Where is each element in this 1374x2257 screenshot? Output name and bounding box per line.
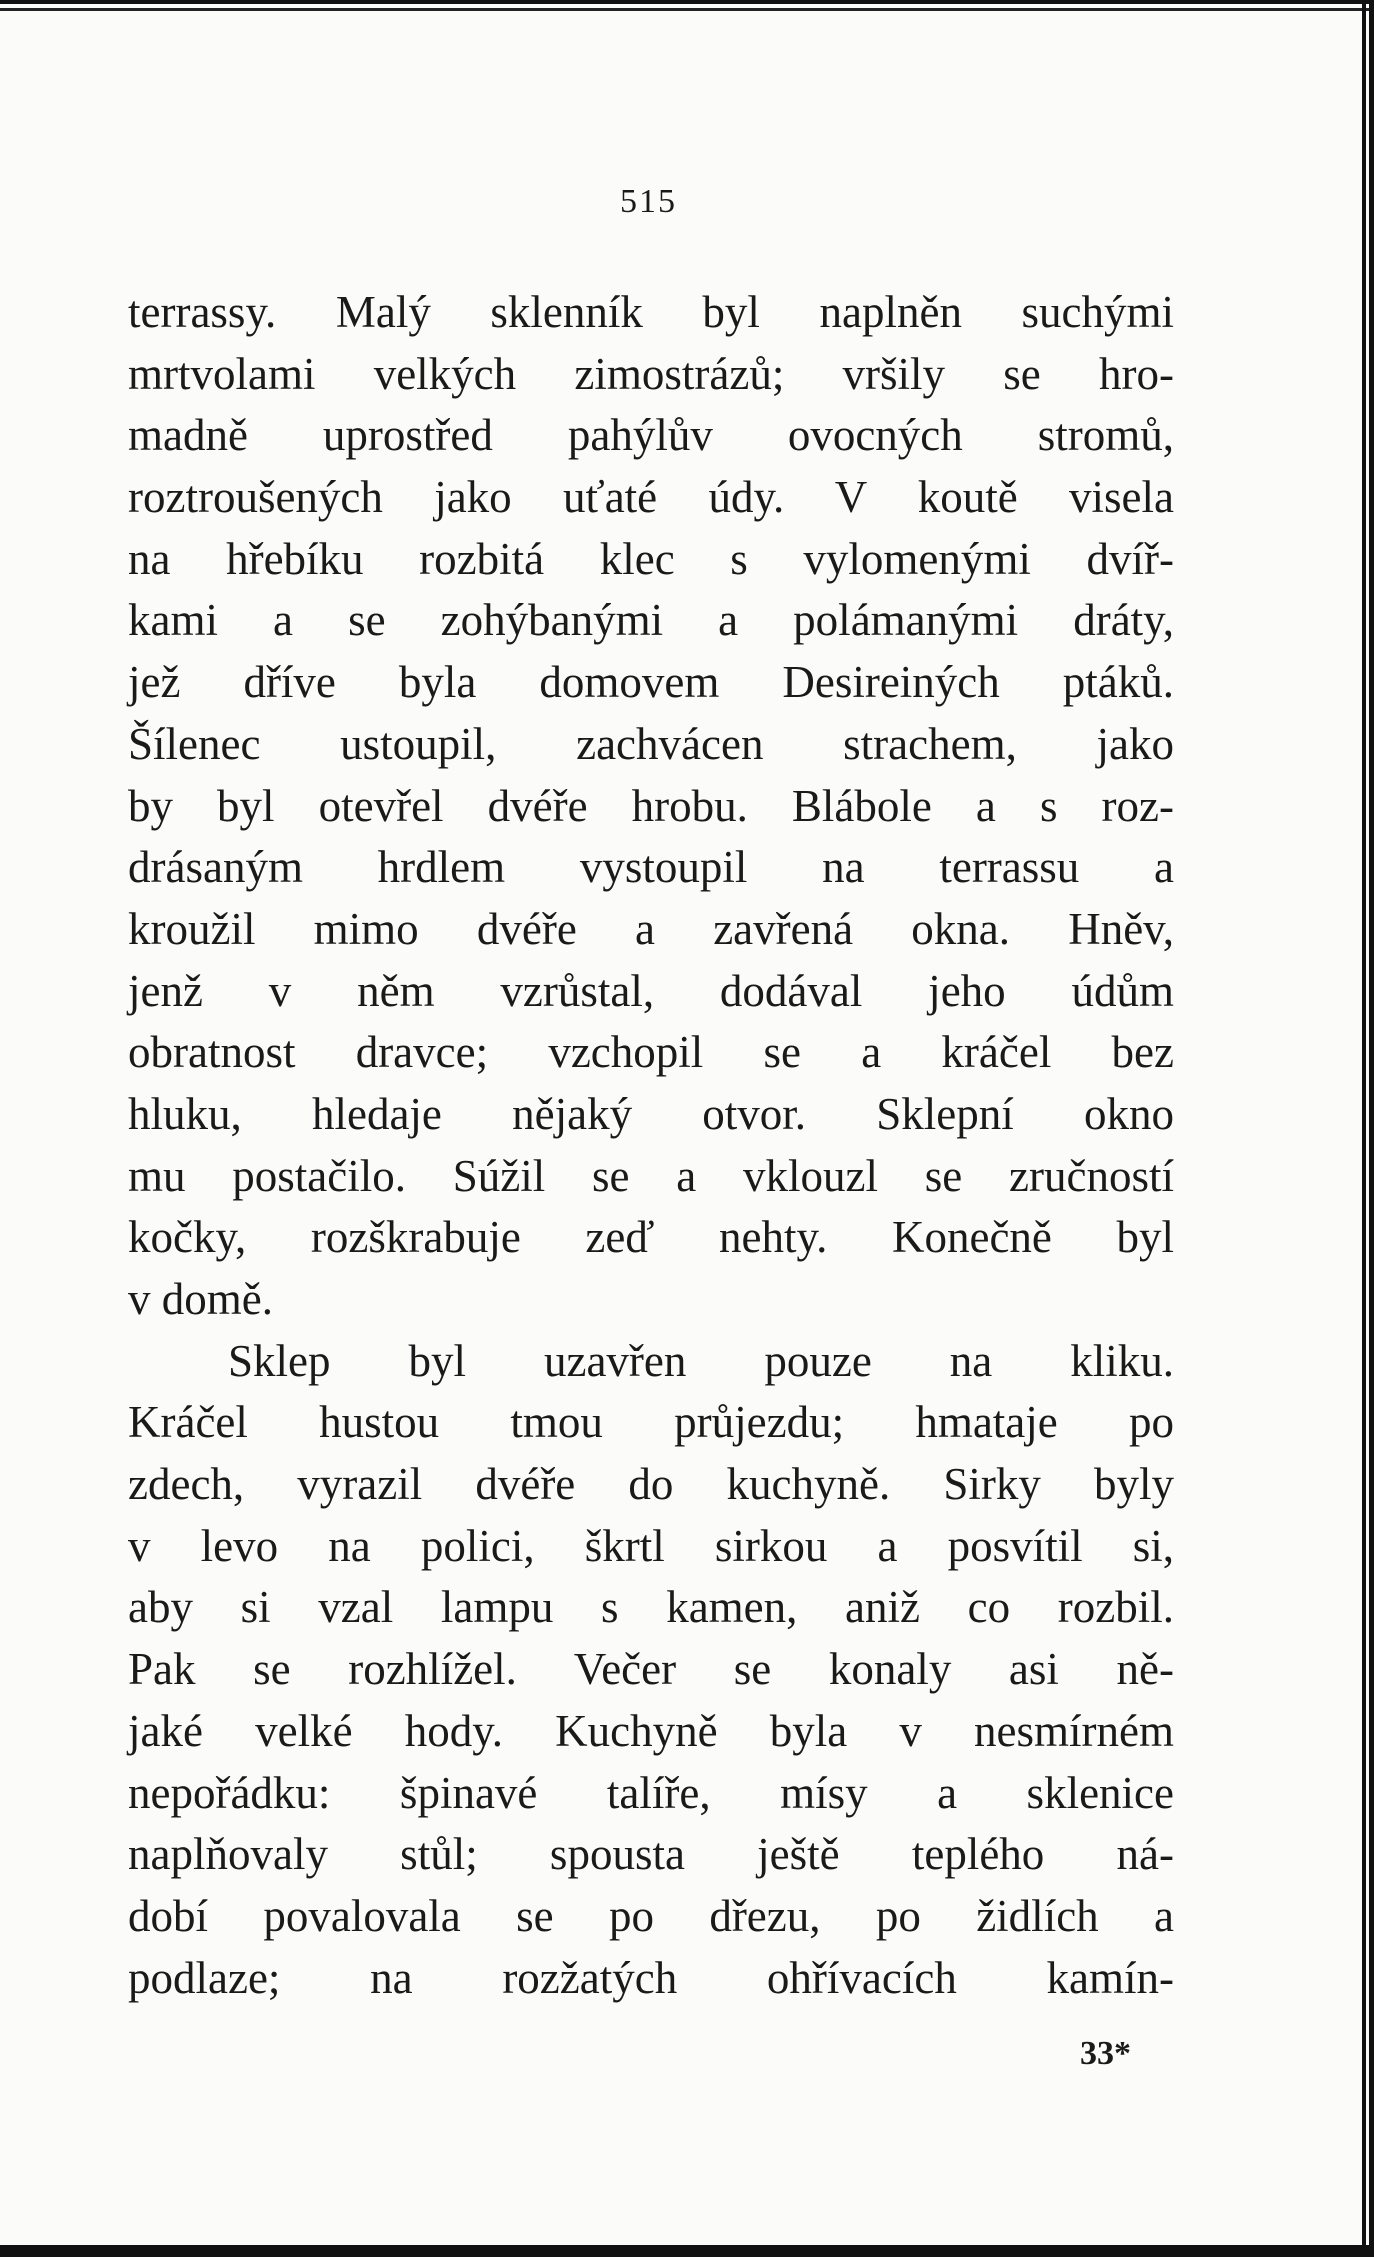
text-line: nepořádku: špinavé talíře, mísy a sklenice [128, 1767, 1174, 1818]
text-line: v domě. [128, 1274, 273, 1324]
text-line: aby si vzal lampu s kamen, aniž co rozbil. [128, 1582, 1174, 1633]
signature-mark: 33* [1080, 2035, 1131, 2072]
text-line: mrtvolami velkých zimostrázů; vršily se hro- [128, 348, 1174, 399]
text-line: v levo na polici, škrtl sirkou a posvítil si, [128, 1520, 1174, 1571]
text-line: by byl otevřel dvéře hrobu. Blábole a s roz- [128, 780, 1174, 831]
text-line: jaké velké hody. Kuchyně byla v nesmírném [128, 1705, 1174, 1756]
text-line: podlaze; na rozžatých ohřívacích kamín- [128, 1952, 1174, 2003]
text-line: kami a se zohýbanými a polámanými dráty, [128, 595, 1174, 646]
page-top-edge [0, 0, 1374, 14]
text-line: drásaným hrdlem vystoupil na terrassu a [128, 842, 1174, 893]
body-text [128, 282, 1174, 2009]
text-line: na hřebíku rozbitá klec s vylomenými dvíř- [128, 533, 1174, 584]
text-line: roztroušených jako uťaté údy. V koutě visela [128, 472, 1174, 523]
text-line: madně uprostřed pahýlův ovocných stromů, [128, 410, 1174, 461]
text-line: Šílenec ustoupil, zachvácen strachem, jako [128, 718, 1174, 769]
text-line: obratnost dravce; vzchopil se a kráčel bez [128, 1027, 1174, 1078]
text-line: kroužil mimo dvéře a zavřená okna. Hněv, [128, 903, 1174, 954]
text-line: Kráčel hustou tmou průjezdu; hmataje po [128, 1397, 1174, 1448]
text-line: Sklep byl uzavřen pouze na kliku. [228, 1335, 1174, 1386]
text-line: jenž v něm vzrůstal, dodával jeho údům [128, 965, 1174, 1016]
text-line: hluku, hledaje nějaký otvor. Sklepní okno [128, 1088, 1174, 1139]
text-line: dobí povalovala se po dřezu, po židlích a [128, 1890, 1174, 1941]
text-line: zdech, vyrazil dvéře do kuchyně. Sirky byly [128, 1459, 1174, 1510]
page-number: 515 [620, 183, 677, 220]
text-line: mu postačilo. Súžil se a vklouzl se zručností [128, 1150, 1174, 1201]
page-right-edge [1358, 0, 1374, 2257]
text-line: naplňovaly stůl; spousta ještě teplého ná- [128, 1829, 1174, 1880]
text-line: Pak se rozhlížel. Večer se konaly asi ně- [128, 1644, 1174, 1695]
text-line: jež dříve byla domovem Desireiných ptáků. [128, 657, 1174, 708]
page-bottom-edge [0, 2245, 1374, 2257]
text-line: kočky, rozškrabuje zeď nehty. Konečně byl [128, 1212, 1174, 1263]
text-line: terrassy. Malý sklenník byl naplněn suchými [128, 287, 1174, 337]
